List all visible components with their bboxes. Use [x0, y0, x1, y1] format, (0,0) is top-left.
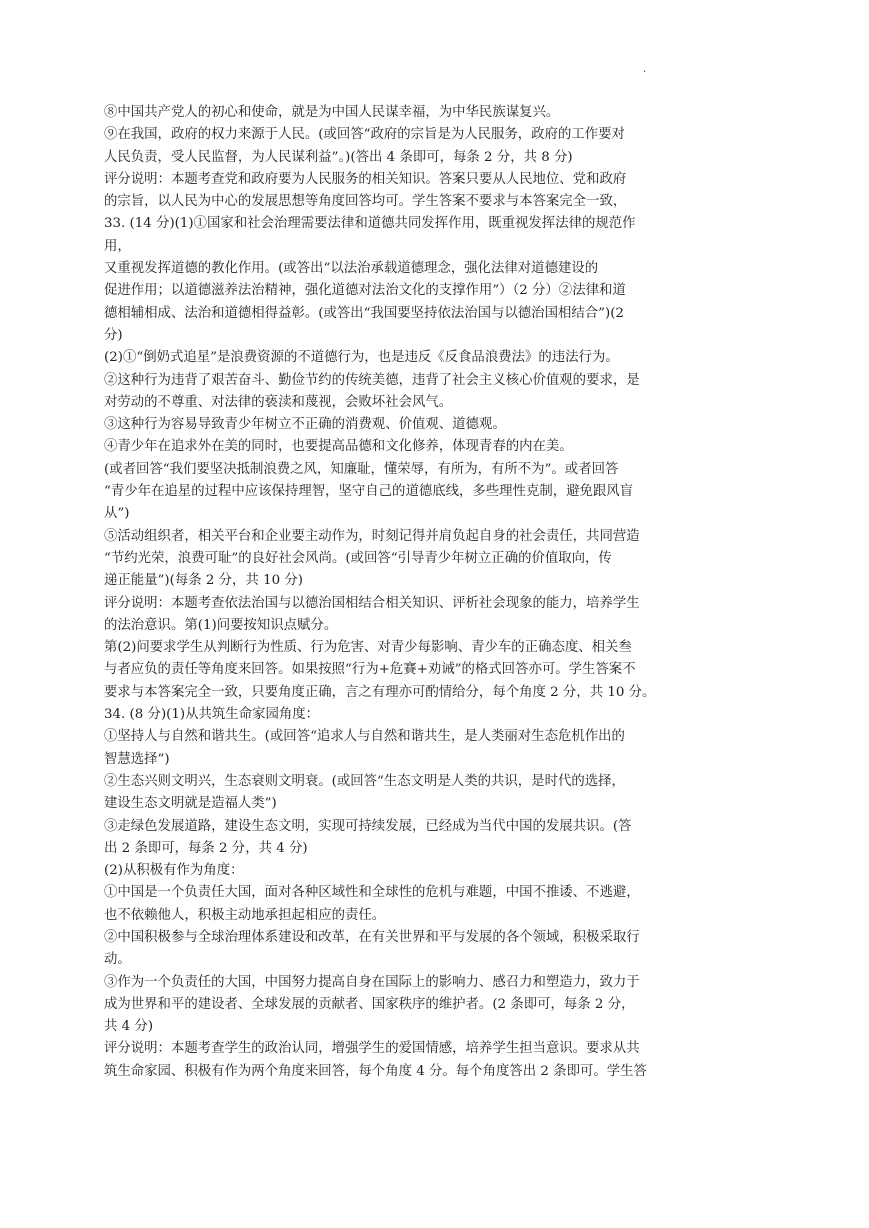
text-line — [104, 169, 744, 191]
text-line — [104, 593, 744, 615]
text-line — [104, 124, 744, 146]
text-line-inner: 成为世界和平的建设者、全球发展的贡献者、国家秩序的维护者。(2 条即可，每条 2 分， — [104, 996, 635, 1012]
text-line — [104, 816, 744, 838]
text-line — [104, 749, 744, 771]
text-line — [104, 147, 744, 169]
text-line-inner: ①中国是一个负责任大国，面对各种区域性和全球性的危机与难题，中国不推诿、不逃避， — [104, 885, 640, 901]
text-line-inner: 分) — [104, 327, 123, 343]
text-line-inner: 从”) — [104, 506, 130, 522]
text-line — [104, 927, 744, 949]
text-line — [104, 102, 744, 124]
text-line-inner: ⑧中国共产党人的初心和使命，就是为中国人民谋幸福，为中华民族谋复兴。 — [104, 105, 560, 120]
text-line — [104, 793, 744, 815]
text-line — [104, 860, 744, 882]
text-line-inner: ②生态兴则文明兴，生态衰则文明衰。(或回答“生态文明是人类的共识，是时代的选择， — [104, 773, 625, 789]
text-line — [104, 659, 744, 681]
header-mark: · — [643, 67, 647, 78]
text-line — [104, 503, 744, 525]
text-line-inner: ③这种行为容易导致青少年树立不正确的消费观、价值观、道德观。 — [104, 417, 506, 433]
text-line — [104, 905, 744, 927]
text-line — [104, 325, 744, 347]
text-line — [104, 392, 744, 414]
text-line-inner: 的宗旨，以人民为中心的发展思想等角度回答均可。学生答案不要求与本答案完全一致， — [104, 194, 627, 210]
text-line — [104, 347, 744, 369]
text-line-inner: 德相辅相成、法治和道德相得益彰。(或答出“我国要坚持依法治国与以德治国相结合”)(2 — [104, 305, 624, 321]
text-line-inner: 出 2 条即可，每条 2 分，共 4 分) — [104, 840, 308, 856]
text-line — [104, 838, 744, 860]
text-line — [104, 459, 744, 481]
text-line-inner: 评分说明：本题考查学生的政治认同，增强学生的爱国情感，培养学生担当意识。要求从共 — [104, 1041, 640, 1057]
text-line-inner: “青少年在追星的过程中应该保持理智，坚守自己的道德底线，多些理性克制，避免跟风盲 — [104, 484, 634, 500]
text-line-inner: 动。 — [104, 952, 131, 968]
text-line — [104, 1061, 744, 1083]
text-line — [104, 972, 744, 994]
text-line — [104, 704, 744, 726]
text-line-inner: 又重视发挥道德的教化作用。(或答出“以法治承载道德理念，强化法律对道德建设的 — [104, 261, 599, 277]
text-line — [104, 570, 744, 592]
text-line — [104, 370, 744, 392]
text-line — [104, 213, 744, 235]
text-line-inner: 也不依赖他人，积极主动地承担起相应的责任。 — [104, 907, 386, 923]
text-line — [104, 994, 744, 1016]
text-line-inner: (或者回答“我们要坚决抵制浪费之风，知廉耻，懂荣辱，有所为，有所不为”。或者回答 — [104, 461, 619, 477]
text-line — [104, 1038, 744, 1060]
text-line-inner: 要求与本答案完全一致，只要角度正确，言之有理亦可酌情给分，每个角度 2 分，共 10 分。 — [104, 684, 656, 700]
text-line-inner: ②这种行为违背了艰苦奋斗、勤俭节约的传统美德，违背了社会主义核心价值观的要求，是 — [104, 372, 640, 388]
text-line-inner: (2)①“倒奶式追星”是浪费资源的不道德行为，也是违反《反食品浪费法》的违法行为。 — [104, 350, 619, 366]
text-line-inner: 人民负责，受人民监督，为人民谋利益”。)(答出 4 条即可，每条 2 分，共 8 分) — [104, 149, 573, 165]
text-line-inner: 智慧选择”) — [104, 751, 170, 767]
text-line-inner: 第(2)问要求学生从判断行为性质、行为危害、对青少每影响、青少车的正确态度、相关叁 — [104, 640, 632, 656]
answer-text-body — [104, 102, 744, 1083]
text-line-inner: 与者应负的责任等角度来回答。如果按照“行为+危賽+劝诫”的格式回答亦可。学生答案不 — [104, 662, 636, 678]
text-line-inner: 用， — [104, 238, 131, 254]
text-line — [104, 771, 744, 793]
text-line-inner: ④青少年在追求外在美的同时，也要提高品德和文化修养，体现青春的内在美。 — [104, 439, 573, 455]
text-line-inner: 筑生命家园、积极有作为两个角度来回答，每个角度 4 分。每个角度答出 2 条即可。学生答 — [104, 1063, 647, 1079]
text-line — [104, 303, 744, 325]
text-line — [104, 548, 744, 570]
text-line-inner: ③作为一个负责任的大国，中国努力提高自身在国际上的影响力、感召力和塑造力，致力于 — [104, 974, 640, 990]
text-line — [104, 682, 744, 704]
text-line — [104, 481, 744, 503]
text-line — [104, 436, 744, 458]
text-line — [104, 280, 744, 302]
text-line-inner: 递正能量”)(每条 2 分，共 10 分) — [104, 573, 304, 589]
text-line — [104, 882, 744, 904]
text-line-inner: 共 4 分) — [104, 1019, 154, 1035]
text-line-inner: 33. (14 分)(1)①国家和社会治理需要法律和道德共同发挥作用，既重视发挥法律的规范作 — [104, 216, 636, 232]
text-line-inner: “节约光荣，浪费可耻”的良好社会风尚。(或回答“引导青少年树立正确的价值取向，传 — [104, 550, 612, 566]
text-line-inner: (2)从积极有作为角度： — [104, 863, 244, 879]
text-line-inner: 促进作用；以道德滋养法治精神，强化道德对法治文化的支撑作用”）（2 分）②法律和道 — [104, 283, 626, 299]
text-line-inner: ⑨在我国，政府的权力来源于人民。(或回答“政府的宗旨是为人民服务，政府的工作要对 — [104, 127, 625, 143]
text-line — [104, 726, 744, 748]
text-line — [104, 414, 744, 436]
text-line — [104, 1016, 744, 1038]
text-line-inner: 评分说明：本题考查依法治国与以德治国相结合相关知识、评析社会现象的能力，培养学生 — [104, 595, 640, 611]
text-line — [104, 236, 744, 258]
text-line — [104, 526, 744, 548]
text-line-inner: ②中国积极参与全球治理体系建设和改革，在有关世界和平与发展的各个领域，积极采取行 — [104, 929, 640, 945]
text-line — [104, 615, 744, 637]
text-line — [104, 258, 744, 280]
text-line — [104, 191, 744, 213]
text-line-inner: 对劳动的不尊重、对法律的亵渎和蔑视，会败坏社会风气。 — [104, 394, 453, 410]
text-line-inner: 的法治意识。第(1)问要按知识点赋分。 — [104, 617, 338, 633]
text-line-inner: ⑤活动组织者，相关平台和企业要主动作为，时刻记得并肩负起自身的社会责任，共同营造 — [104, 528, 640, 544]
text-line — [104, 637, 744, 659]
text-line-inner: 评分说明：本题考查党和政府要为人民服务的相关知识。答案只要从人民地位、党和政府 — [104, 171, 627, 187]
text-line-inner: ③走绿色发展道路，建设生态文明，实现可持续发展，已经成为当代中国的发展共识。(答 — [104, 818, 632, 834]
text-line-inner: 建设生态文明就是造福人类”) — [104, 796, 277, 812]
text-line-inner: ①坚持人与自然和谐共生。(或回答“追求人与自然和谐共生，是人类丽对生态危机作出的 — [104, 729, 625, 745]
text-line — [104, 949, 744, 971]
text-line-inner: 34. (8 分)(1)从共筑生命家园角度： — [104, 707, 320, 723]
